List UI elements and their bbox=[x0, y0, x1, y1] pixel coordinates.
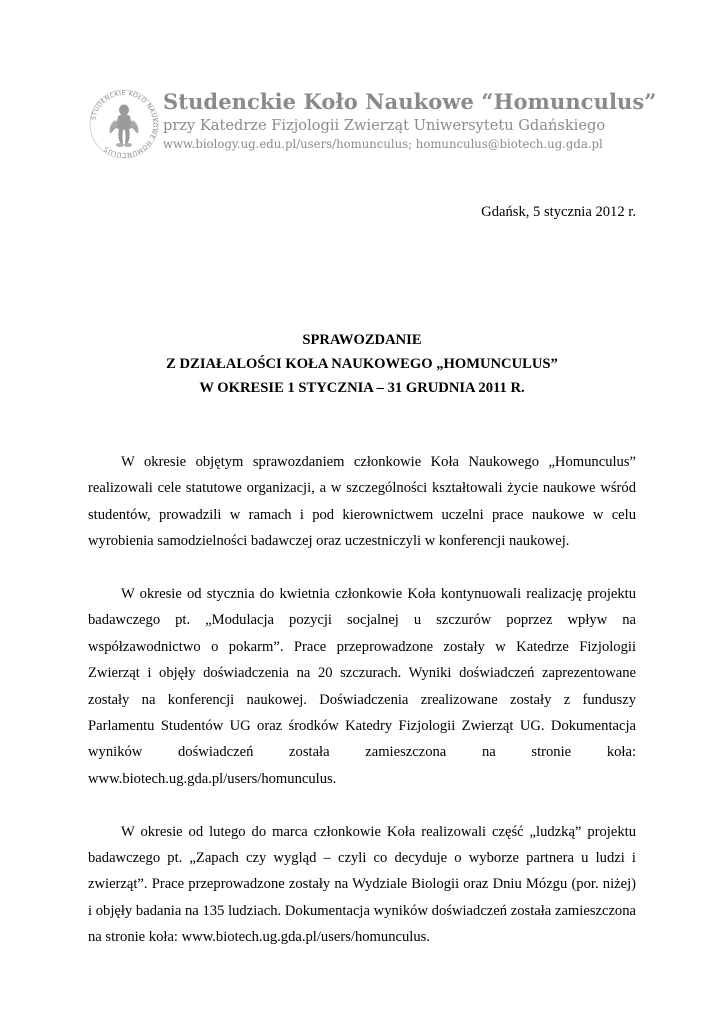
homunculus-figure bbox=[110, 105, 139, 148]
title-line-2: Z DZIAŁALOŚCI KOŁA NAUKOWEGO „HOMUNCULUS” bbox=[166, 356, 558, 372]
title-line-1: SPRAWOZDANIE bbox=[302, 332, 422, 348]
document-title bbox=[88, 328, 636, 400]
letterhead bbox=[88, 88, 657, 168]
organization-info bbox=[163, 88, 657, 153]
report-body bbox=[88, 449, 636, 977]
paragraph: W okresie od lutego do marca członkowie Koła realizowali część „ludzką” projektu badawczego pt. „Zapach czy wygląd – czyli co decyduje o wyborze partnera u ludzi i zwierząt”. Prace przeprowadzone zostały na Wydziale Biologii oraz Dniu Mózgu (por. niżej) i objęły badania na 135 ludziach. Dokumentacja wyników doświadczeń została zamieszczona na stronie koła: www.biotech.ug.gda.pl/users/homunculus. bbox=[88, 823, 636, 946]
seal-ring-text: STUDENCKIE KOŁO NAUKOWE HOMUNCULUS bbox=[90, 89, 159, 159]
document-date: Gdańsk, 5 stycznia 2012 r. bbox=[481, 204, 636, 220]
paragraph: W okresie objętym sprawozdaniem członkowie Koła Naukowego „Homunculus” realizowali cele statutowe organizacji, a w szczególności kształtowali życie naukowe wśród studentów, prowadzili w ramach i pod kierownictwem uczelni prace naukowe w celu wyrobienia samodzielności badawczej oraz uczestniczyli w konferencji naukowej. bbox=[88, 454, 636, 550]
organization-subtitle: przy Katedrze Fizjologii Zwierząt Uniwersytetu Gdańskiego bbox=[163, 117, 606, 134]
homunculus-seal-icon bbox=[88, 88, 160, 160]
organization-name: Studenckie Koło Naukowe “Homunculus” bbox=[163, 89, 657, 114]
organization-contact: www.biology.ug.edu.pl/users/homunculus; homunculus@biotech.ug.gda.pl bbox=[163, 137, 603, 151]
title-line-3: W OKRESIE 1 STYCZNIA – 31 GRUDNIA 2011 R. bbox=[199, 380, 525, 396]
paragraph: W okresie od stycznia do kwietnia członkowie Koła kontynuowali realizację projektu badawczego pt. „Modulacja pozycji socjalnej u szczurów poprzez wpływ na współzawodnictwo o pokarm”. Prace przeprowadzone zostały w Katedrze Fizjologii Zwierząt i objęły doświadczenia na 20 szczurach. Wyniki doświadczeń zaprezentowane zostały na konferencji naukowej. Doświadczenia zrealizowane zostały z funduszy Parlamentu Studentów UG oraz środków Katedry Fizjologii Zwierząt UG. Dokumentacja wyników doświadczeń została zamieszczona na stronie koła: www.biotech.ug.gda.pl/users/homunculus. bbox=[88, 586, 636, 787]
